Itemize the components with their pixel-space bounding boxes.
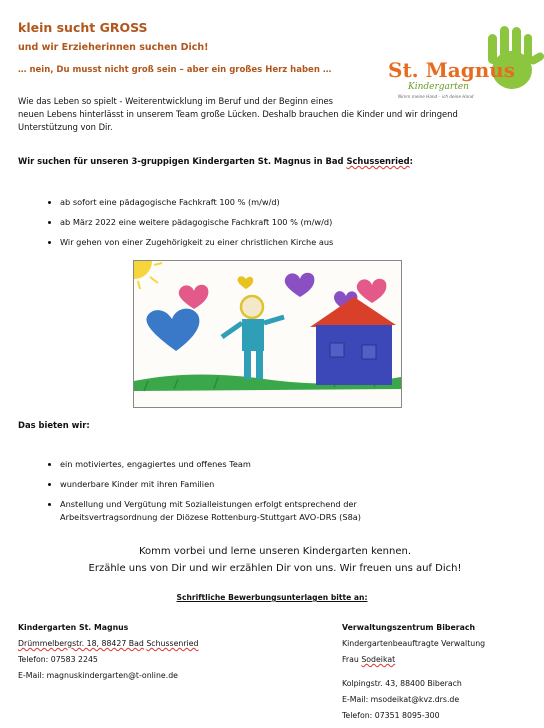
list-item: • ab März 2022 eine weitere pädagogische Fachkraft 100 % (m/w/d) xyxy=(60,216,333,236)
contact-right: Verwaltungszentrum Biberach Kindergartenbeauftragte Verwaltung Frau Sodeikat Kolpingstr. 43, 88400 Biberach E-Mail: msodeikat@kvz.drs.de Telefon: 07351 8095-300 xyxy=(342,623,486,720)
child-drawing-image xyxy=(133,260,402,408)
intro-paragraph: Wie das Leben so spielt - Weiterentwicklung im Beruf und der Beginn eines neuen Lebens hinterlässt in unserem Team große Lücken. Deshalb brauchen die Kinder und wir dringend Unterstützung von Dir. xyxy=(18,96,458,132)
list-item: • wunderbare Kinder mit ihren Familien xyxy=(60,478,361,498)
headline: klein sucht GROSS xyxy=(18,20,148,35)
offer-heading: Das bieten wir: xyxy=(18,420,90,430)
apply-note: Schriftliche Bewerbungsunterlagen bitte an: xyxy=(176,593,368,602)
logo-sub: Kindergarten xyxy=(408,82,469,92)
cta-line-2: Erzähle uns von Dir und wir erzählen Dir von uns. Wir freuen uns auf Dich! xyxy=(88,563,462,574)
logo-name: St. Magnus xyxy=(388,58,516,82)
list-item: • ein motiviertes, engagiertes und offenes Team xyxy=(60,458,361,478)
logo-motto: Nimm meine Hand – ich deine Hand xyxy=(398,94,474,99)
tagline: … nein, Du musst nicht groß sein – aber ein großes Herz haben … xyxy=(18,65,332,75)
list-item: • Anstellung und Vergütung mit Sozialleistungen erfolgt entsprechend der Arbeitsvertragsordnung der Diözese Rottenburg-Stuttgart AVO-DRS (S8a) xyxy=(60,498,361,532)
search-statement: Wir suchen für unseren 3-gruppigen Kindergarten St. Magnus in Bad Schussenried: xyxy=(18,156,414,166)
contact-left: Kindergarten St. Magnus Drümmelbergstr. 18, 88427 Bad Schussenried Telefon: 07583 2245 E-Mail: magnuskindergarten@t-online.de xyxy=(18,623,199,680)
requirements-list xyxy=(40,196,333,256)
subheadline: und wir Erzieherinnen suchen Dich! xyxy=(18,42,209,53)
list-item: • ab sofort eine pädagogische Fachkraft 100 % (m/w/d) xyxy=(60,196,333,216)
offers-list xyxy=(40,458,361,532)
list-item: • Wir gehen von einer Zugehörigkeit zu einer christlichen Kirche aus xyxy=(60,236,333,256)
cta-line-1: Komm vorbei und lerne unseren Kindergarten kennen. xyxy=(139,546,411,557)
